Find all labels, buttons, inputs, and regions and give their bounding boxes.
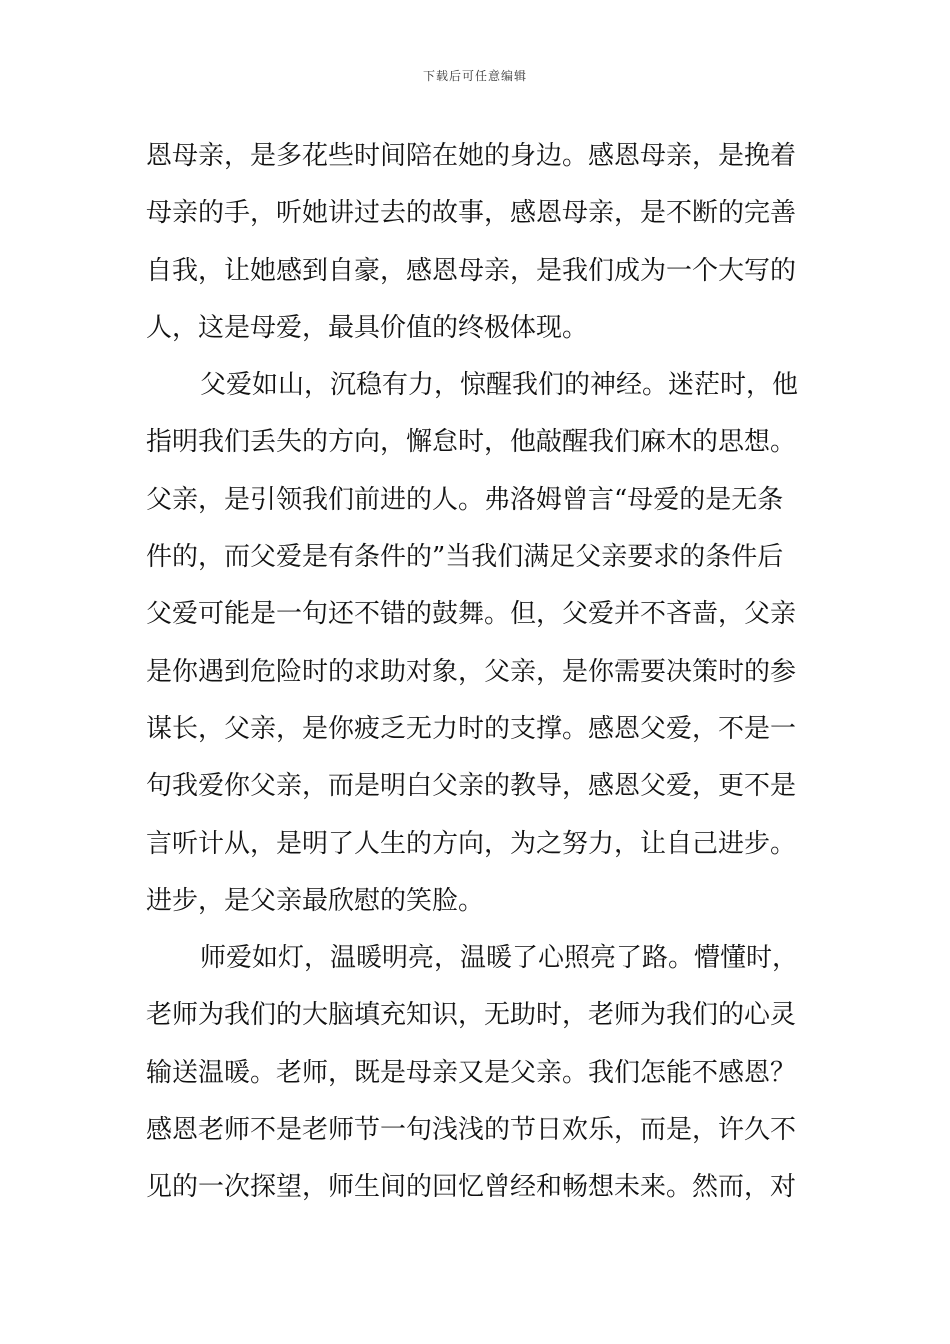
text-line: 言听计从，是明了人生的方向，为之努力，让自己进步。	[146, 828, 797, 859]
paragraph-mother	[146, 128, 810, 357]
text-line: 是你遇到危险时的求助对象，父亲，是你需要决策时的参	[146, 656, 797, 687]
text-line: 输送温暖。老师，既是母亲又是父亲。我们怎能不感恩？	[146, 1057, 797, 1088]
paragraph-teacher	[146, 930, 810, 1216]
page-header: 下载后可任意编辑	[422, 69, 527, 83]
text-line: 自我，让她感到自豪，感恩母亲，是我们成为一个大写的	[146, 255, 797, 286]
text-line: 句我爱你父亲，而是明白父亲的教导，感恩父爱，更不是	[146, 771, 797, 802]
text-line: 父爱可能是一句还不错的鼓舞。但，父爱并不吝啬，父亲	[146, 599, 797, 630]
paragraph-father	[146, 357, 810, 930]
text-line: 指明我们丢失的方向，懈怠时，他敲醒我们麻木的思想。	[146, 427, 797, 458]
text-line: 师爱如灯，温暖明亮，温暖了心照亮了路。懵懂时，	[200, 943, 799, 974]
text-line: 件的，而父爱是有条件的”当我们满足父亲要求的条件后	[146, 542, 784, 573]
text-line: 谋长，父亲，是你疲乏无力时的支撑。感恩父爱，不是一	[146, 713, 797, 744]
text-line: 父亲，是引领我们前进的人。弗洛姆曾言“母爱的是无条	[146, 484, 784, 515]
text-line: 感恩老师不是老师节一句浅浅的节日欢乐，而是，许久不	[146, 1115, 797, 1146]
text-line: 人，这是母爱，最具价值的终极体现。	[146, 312, 589, 343]
text-line: 恩母亲，是多花些时间陪在她的身边。感恩母亲，是挽着	[146, 141, 797, 171]
body-text	[146, 128, 810, 1217]
text-line: 母亲的手，听她讲过去的故事，感恩母亲，是不断的完善	[146, 198, 797, 229]
text-line: 进步，是父亲最欣慰的笑脸。	[146, 885, 485, 916]
text-line: 见的一次探望，师生间的回忆曾经和畅想未来。然而，对	[146, 1172, 797, 1203]
text-line: 老师为我们的大脑填充知识，无助时，老师为我们的心灵	[146, 1000, 797, 1031]
text-line: 父爱如山，沉稳有力，惊醒我们的神经。迷茫时，他	[200, 370, 799, 401]
